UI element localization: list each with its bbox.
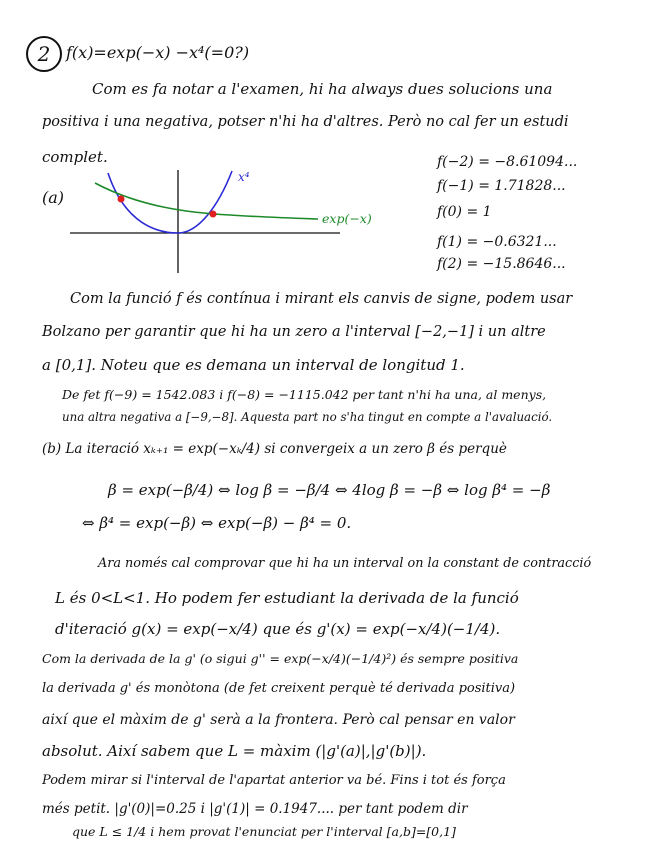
bolzano-line-1: Com la funció f és contínua i mirant els canvis de signe, podem usar xyxy=(70,291,573,307)
contraction-line-8: Podem mirar si l'interval de l'apartat anterior va bé. Fins i tot és força xyxy=(42,773,506,788)
intro-line-2: positiva i una negativa, potser n'hi ha d'altres. Però no cal fer un estudi xyxy=(42,114,569,130)
problem-number: 2 xyxy=(37,42,51,66)
contraction-line-9: més petit. |g'(0)|=0.25 i |g'(1)| = 0.1947.... per tant podem dir xyxy=(42,801,468,817)
x4-curve xyxy=(108,171,232,233)
intro-line-3: complet. xyxy=(42,148,108,166)
contraction-line-5: la derivada g' és monòtona (de fet creixent perquè té derivada positiva) xyxy=(42,681,516,696)
intersection-positive xyxy=(210,211,217,218)
value-f-minus-1: f(−1) = 1.71828... xyxy=(437,178,566,194)
bolzano-line-5: una altra negativa a [−9,−8]. Aquesta part no s'ha tingut en compte a l'avaluació. xyxy=(62,410,553,424)
value-f-1: f(1) = −0.6321... xyxy=(437,234,557,250)
problem-header: f(x)=exp(−x) −x⁴(=0?) xyxy=(66,43,250,62)
contraction-line-3: d'iteració g(x) = exp(−x/4) que és g'(x) = exp(−x/4)(−1/4). xyxy=(55,620,501,638)
part-a-label: (a) xyxy=(42,188,65,207)
part-b-line-2: β = exp(−β/4) ⇔ log β = −β/4 ⇔ 4log β = −β ⇔ log β⁴ = −β xyxy=(108,481,551,499)
intersection-negative xyxy=(118,196,125,203)
bolzano-line-2: Bolzano per garantir que hi ha un zero a l'interval [−2,−1] i un altre xyxy=(42,324,546,340)
function-sketch xyxy=(60,165,350,275)
label-x4: x⁴ xyxy=(238,170,250,184)
contraction-line-7: absolut. Així sabem que L = màxim (|g'(a)|,|g'(b)|). xyxy=(42,742,427,760)
value-f-2: f(2) = −15.8646... xyxy=(437,256,566,272)
bolzano-line-4: De fet f(−9) = 1542.083 i f(−8) = −1115.042 per tant n'hi ha una, al menys, xyxy=(62,387,547,402)
intro-line-1: Com es fa notar a l'examen, hi ha always dues solucions una xyxy=(92,80,553,98)
value-f-minus-2: f(−2) = −8.61094... xyxy=(437,154,578,170)
contraction-line-1: Ara només cal comprovar que hi ha un interval on la constant de contracció xyxy=(98,556,592,571)
contraction-line-6: així que el màxim de g' serà a la frontera. Però cal pensar en valor xyxy=(42,712,515,728)
value-f-0: f(0) = 1 xyxy=(437,204,492,220)
label-exp: exp(−x) xyxy=(322,211,372,226)
part-b-line-1: (b) La iteració xₖ₊₁ = exp(−xₖ/4) si convergeix a un zero β és perquè xyxy=(42,441,507,457)
contraction-line-2: L és 0<L<1. Ho podem fer estudiant la derivada de la funció xyxy=(55,589,519,607)
problem-number-circle xyxy=(26,36,62,72)
part-b-line-3: ⇔ β⁴ = exp(−β) ⇔ exp(−β) − β⁴ = 0. xyxy=(82,514,352,532)
exp-curve xyxy=(95,183,318,219)
contraction-line-4: Com la derivada de la g' (o sigui g'' = exp(−x/4)(−1/4)²) és sempre positiva xyxy=(42,651,519,666)
contraction-line-10: que L ≤ 1/4 i hem provat l'enunciat per l'interval [a,b]=[0,1] xyxy=(72,824,456,839)
bolzano-line-3: a [0,1]. Noteu que es demana un interval de longitud 1. xyxy=(42,356,465,374)
